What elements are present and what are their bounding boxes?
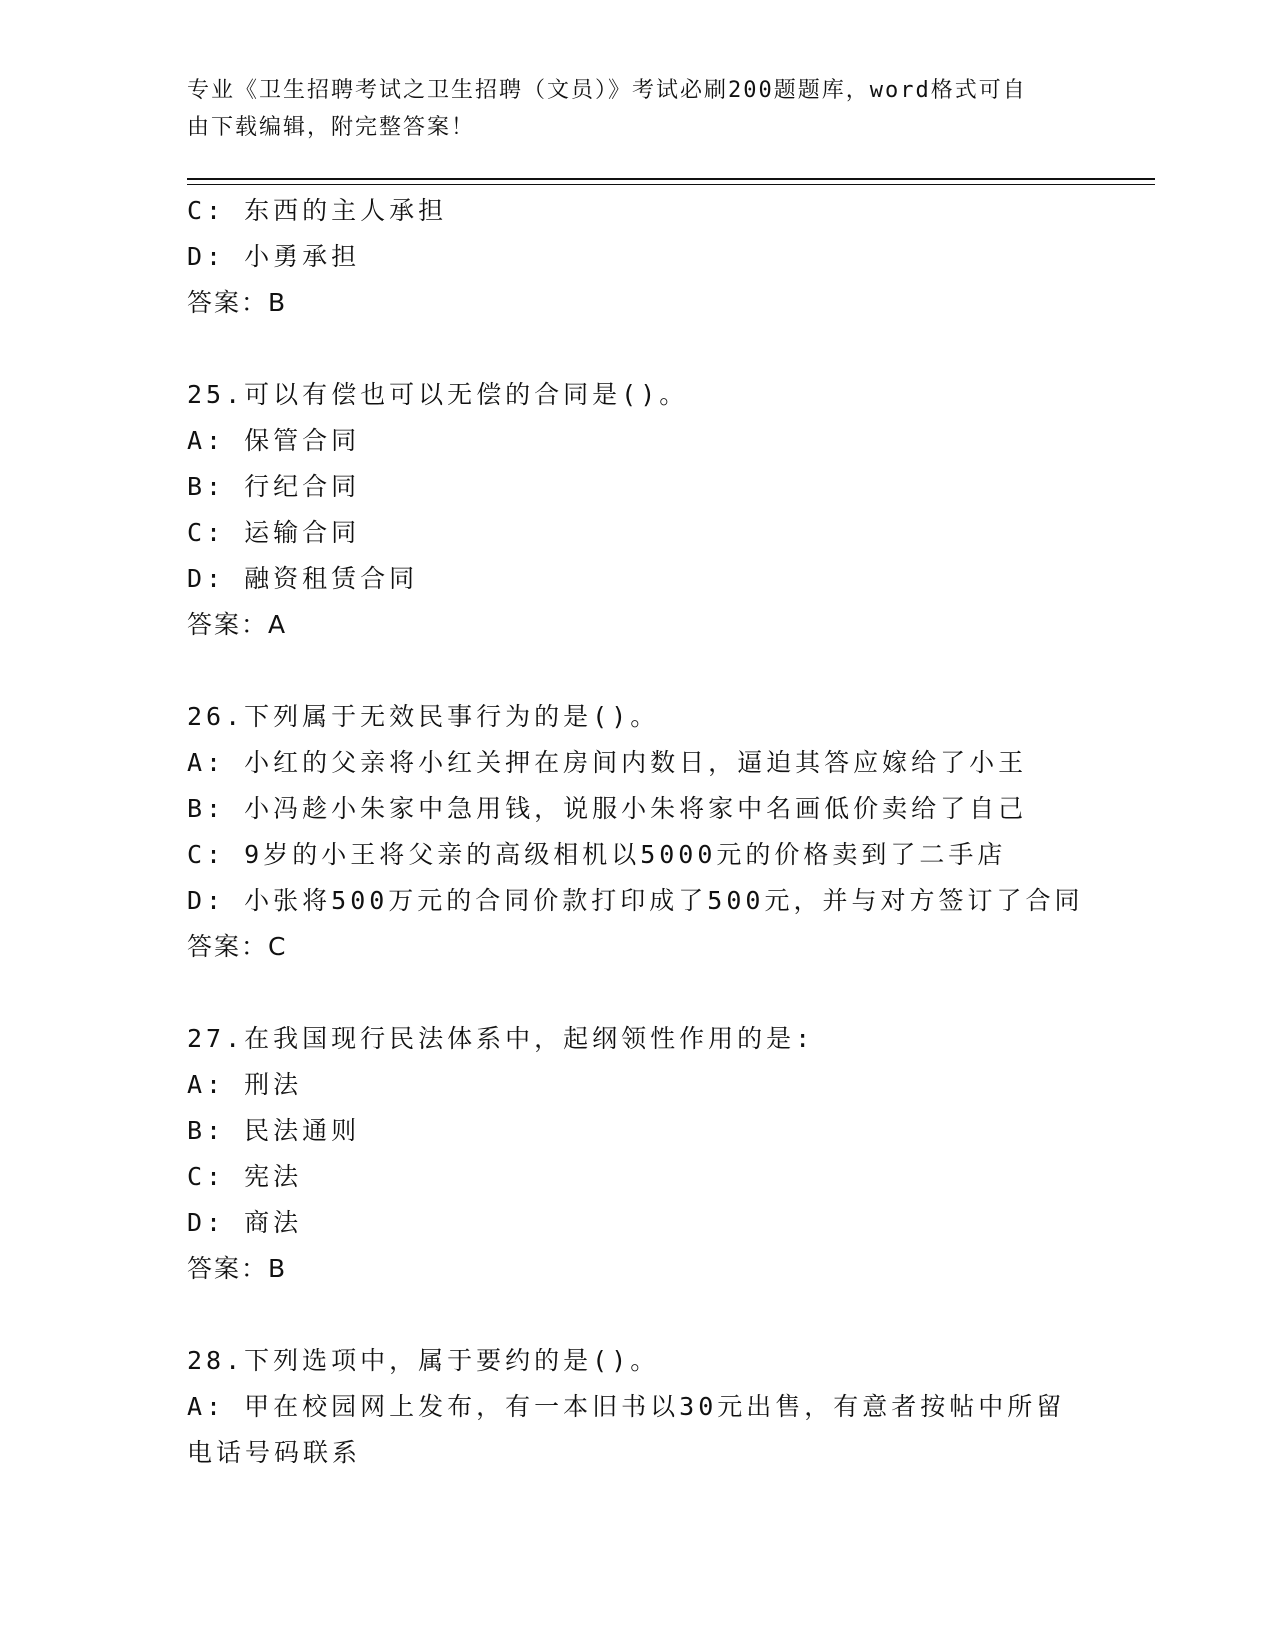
q24-option-d: D: 小勇承担 (187, 242, 361, 271)
q27-option-a: A: 刑法 (187, 1070, 303, 1099)
q27-option-d: D: 商法 (187, 1208, 303, 1237)
question-list (187, 188, 1107, 1476)
q25-option-b: B: 行纪合同 (187, 472, 361, 501)
q25-question: 25.可以有偿也可以无偿的合同是()。 (187, 380, 689, 409)
q27-answer: 答案：B (187, 1254, 288, 1283)
q28-option-a-line-1: A: 甲在校园网上发布，有一本旧书以30元出售，有意者按帖中所留 (187, 1392, 1066, 1421)
q26-answer: 答案：C (187, 932, 288, 961)
header-line-1: 专业《卫生招聘考试之卫生招聘（文员）》考试必刷200题题库，word格式可自 (187, 78, 1027, 103)
q26-option-d: D: 小张将500万元的合同价款打印成了500元，并与对方签订了合同 (187, 886, 1084, 915)
spacer (187, 326, 1107, 372)
header-divider-thick (187, 178, 1155, 180)
q25-option-c: C: 运输合同 (187, 518, 361, 547)
q27-option-b: B: 民法通则 (187, 1116, 361, 1145)
q26-option-b: B: 小冯趁小朱家中急用钱，说服小朱将家中名画低价卖给了自己 (187, 794, 1028, 823)
q26-question: 26.下列属于无效民事行为的是()。 (187, 702, 660, 731)
q26-option-c: C: 9岁的小王将父亲的高级相机以5000元的价格卖到了二手店 (187, 840, 1007, 869)
header-divider-thin (187, 184, 1155, 185)
q25-option-a: A: 保管合同 (187, 426, 361, 455)
spacer (187, 1292, 1107, 1338)
q25-answer: 答案：A (187, 610, 288, 639)
spacer (187, 648, 1107, 694)
q28-option-a-line-2: 电话号码联系 (187, 1438, 362, 1467)
q25-option-d: D: 融资租赁合同 (187, 564, 419, 593)
q24-option-c: C: 东西的主人承担 (187, 196, 448, 225)
q26-option-a: A: 小红的父亲将小红关押在房间内数日，逼迫其答应嫁给了小王 (187, 748, 1028, 777)
spacer (187, 970, 1107, 1016)
q27-question: 27.在我国现行民法体系中，起纲领性作用的是: (187, 1024, 815, 1053)
q24-answer: 答案：B (187, 288, 288, 317)
q27-option-c: C: 宪法 (187, 1162, 303, 1191)
header-line-2: 由下载编辑，附完整答案！ (187, 115, 476, 140)
document-header (187, 72, 1087, 146)
q28-question: 28.下列选项中，属于要约的是()。 (187, 1346, 660, 1375)
